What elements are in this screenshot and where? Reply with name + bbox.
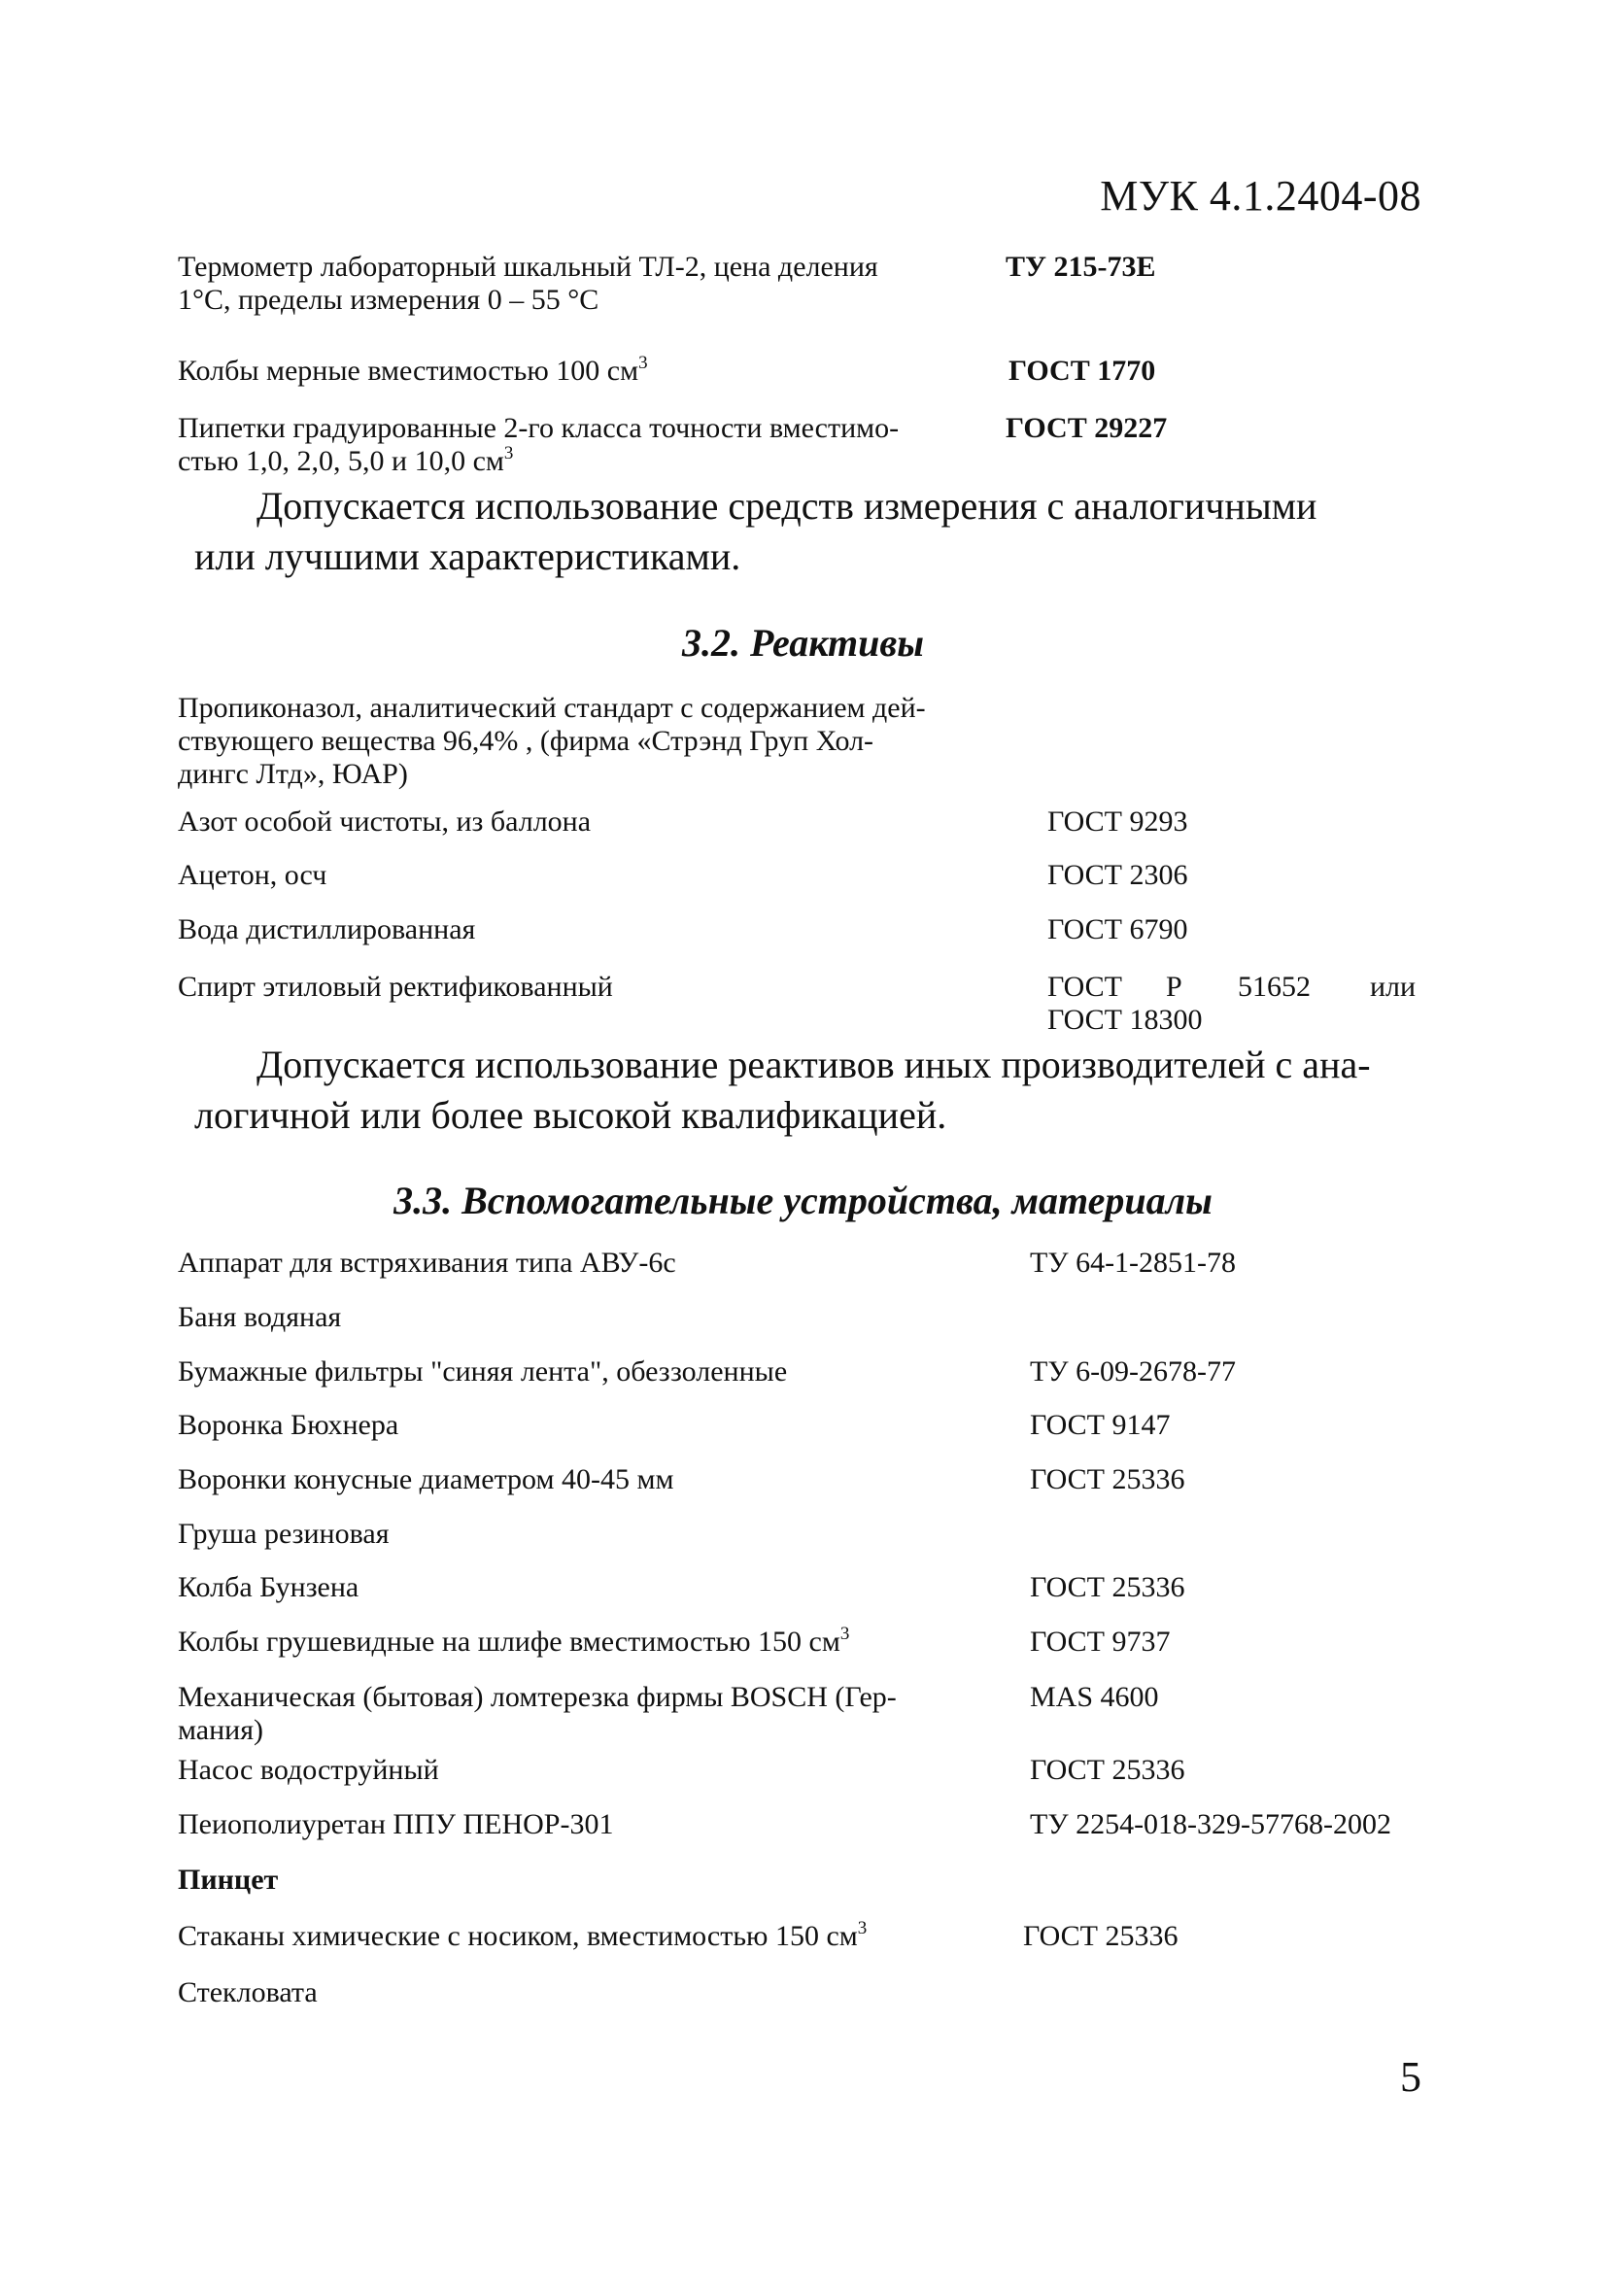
- item-name: Стаканы химические с носиком, вместимостью 150 $см^3$: [178, 1918, 868, 1952]
- item-name: Ацетон, осч: [178, 859, 327, 891]
- item-name: Пинцет: [178, 1864, 279, 1896]
- item-name: Груша резиновая: [178, 1518, 390, 1550]
- item-name: Колбы грушевидные на шлифе вместимостью 150 $см^3$: [178, 1624, 850, 1658]
- item-standard: ГОСТ 25336: [1030, 1571, 1185, 1603]
- paragraph: Допускается использование реактивов иных производителей с ана- логичной или более высокой квалификацией.: [194, 1043, 1371, 1137]
- item-name: Колба Бунзена: [178, 1571, 359, 1603]
- item-name: Пипетки градуированные 2-го класса точности вместимо- стью 1,0, 2,0, 5,0 и 10,0 $см^3$: [178, 412, 900, 477]
- item-standard: ГОСТ 6790: [1047, 913, 1188, 945]
- item-name: Термометр лабораторный шкальный ТЛ-2, цена деления 1°С, пределы измерения 0 – 55 °С: [178, 251, 878, 316]
- item-standard: ТУ 2254-018-329-57768-2002: [1030, 1808, 1392, 1840]
- item-name: Воронка Бюхнера: [178, 1409, 399, 1441]
- section-heading: 3.2. Реактивы: [682, 621, 924, 665]
- item-standard: MAS 4600: [1030, 1681, 1159, 1713]
- item-name: Азот особой чистоты, из баллона: [178, 805, 592, 838]
- item-standard: ГОСТ 29227: [1006, 412, 1168, 444]
- item-standard: ГОСТ 9737: [1030, 1626, 1171, 1658]
- item-standard: ГОСТ 1770: [1008, 355, 1156, 387]
- document-code: МУК 4.1.2404-08: [1100, 172, 1421, 220]
- item-standard: ТУ 6-09-2678-77: [1030, 1355, 1237, 1388]
- page-number: 5: [1400, 2053, 1421, 2101]
- item-name: Колбы мерные вместимостью 100 $см^3$: [178, 353, 648, 387]
- paragraph: Допускается использование средств измерения с аналогичными или лучшими характеристиками.: [194, 484, 1317, 578]
- item-standard: ТУ 64-1-2851-78: [1030, 1247, 1237, 1279]
- item-name: Пеиополиуретан ППУ ПЕНОР-301: [178, 1808, 614, 1840]
- item-standard: ГОСТ Р 51652 или ГОСТ 18300: [1047, 971, 1417, 1036]
- item-standard: ГОСТ 2306: [1047, 859, 1188, 891]
- item-standard: ГОСТ 9147: [1030, 1409, 1171, 1441]
- item-standard: ГОСТ 25336: [1023, 1920, 1179, 1952]
- item-name: Стекловата: [178, 1976, 318, 2008]
- item-name: Воронки конусные диаметром 40-45 мм: [178, 1463, 674, 1495]
- item-name: Механическая (бытовая) ломтерезка фирмы BOSCH (Гер- мания): [178, 1681, 897, 1746]
- item-name: Насос водоструйный: [178, 1754, 439, 1786]
- item-name: Вода дистиллированная: [178, 913, 476, 945]
- section-heading: 3.3. Вспомогательные устройства, материалы: [393, 1179, 1213, 1222]
- item-name: Баня водяная: [178, 1301, 342, 1333]
- item-standard: ГОСТ 25336: [1030, 1754, 1185, 1786]
- item-name: Спирт этиловый ректификованный: [178, 971, 613, 1003]
- item-standard: ГОСТ 9293: [1047, 805, 1188, 838]
- item-name: Пропиконазол, аналитический стандарт с содержанием дей- ствующего вещества 96,4% , (фирма «Стрэнд Груп Хол- дингс Лтд», ЮАР): [178, 692, 926, 790]
- item-name: Аппарат для встряхивания типа АВУ-6с: [178, 1247, 676, 1279]
- item-standard: ГОСТ 25336: [1030, 1463, 1185, 1495]
- item-standard: ТУ 215-73Е: [1006, 251, 1156, 283]
- item-name: Бумажные фильтры "синяя лента", обеззоленные: [178, 1355, 788, 1388]
